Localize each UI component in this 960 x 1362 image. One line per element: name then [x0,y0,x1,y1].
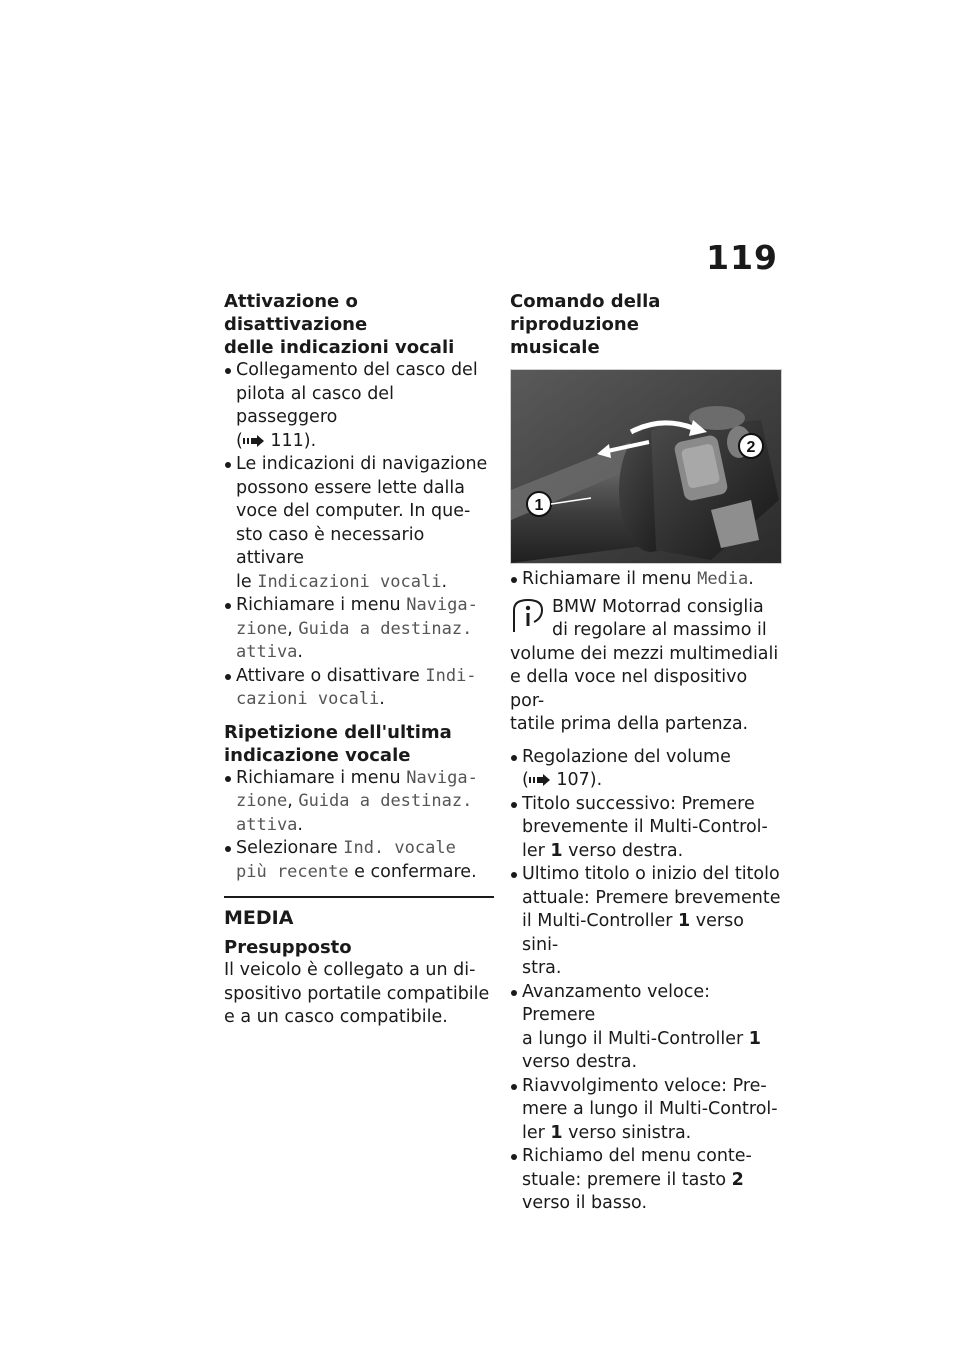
section-title-media: MEDIA [224,907,294,929]
list-item: Riavvolgimento veloce: Pre- mere a lungo il Multi-Control- ler 1 verso sinistra. [510,1075,784,1146]
voice-toggle-steps [224,359,494,712]
page-number: 119 [706,238,778,277]
section-title-music-control: Comando della riproduzione musicale [510,291,661,358]
list-item: Richiamare il menu Media. [510,568,784,592]
media-steps-b [510,746,784,1216]
section-divider [224,896,494,898]
list-item: Richiamare i menu Naviga- zione, Guida a destinaz. attiva. [224,594,494,665]
figure-label-2: 2 [746,439,756,456]
tip-box: BMW Motorrad consiglia di regolare al massimo il volume dei mezzi multimediali e della voce nel dispositivo por- tatile prima della partenza. [510,596,779,734]
figure-label-1: 1 [534,497,544,514]
list-item: Richiamo del menu conte- stuale: premere il tasto 2 verso il basso. [510,1145,784,1216]
list-item: Attivare o disattivare Indi- cazioni vocali. [224,665,494,712]
list-item: Collegamento del casco del pilota al casco del passeggero ( 111). [224,359,494,453]
list-item: Le indicazioni di navigazione possono essere lette dalla voce del computer. In que- sto caso è necessario attivare le Indicazioni vocali. [224,453,494,594]
list-item: Ultimo titolo o inizio del titolo attuale: Premere brevemente il Multi-Controller 1 verso sini- stra. [510,863,784,981]
left-column [224,290,494,1030]
list-item: Regolazione del volume ( 107). [510,746,784,793]
section-title-voice-toggle: Attivazione o disattivazione delle indicazioni vocali [224,291,455,358]
prerequisite-title: Presupposto [224,937,352,958]
page-reference-arrow-icon [529,774,551,786]
list-item: Richiamare i menu Naviga- zione, Guida a destinaz. attiva. [224,767,494,838]
handlebar-controls-photo [510,369,782,564]
prerequisite-text: Il veicolo è collegato a un di- spositivo portatile compatibile e a un casco compatibile. [224,960,490,1027]
media-steps-a [510,568,784,592]
handlebar-illustration [511,370,781,563]
info-tip-icon [510,596,546,636]
right-column [510,290,784,1216]
list-item: Avanzamento veloce: Premere a lungo il Multi-Controller 1 verso destra. [510,981,784,1075]
repeat-voice-steps [224,767,494,885]
section-title-repeat-voice: Ripetizione dell'ultima indicazione vocale [224,721,452,766]
list-item: Titolo successivo: Premere brevemente il Multi-Control- ler 1 verso destra. [510,793,784,864]
list-item: Selezionare Ind. vocale più recente e confermare. [224,837,494,884]
page-reference-arrow-icon [243,435,265,447]
